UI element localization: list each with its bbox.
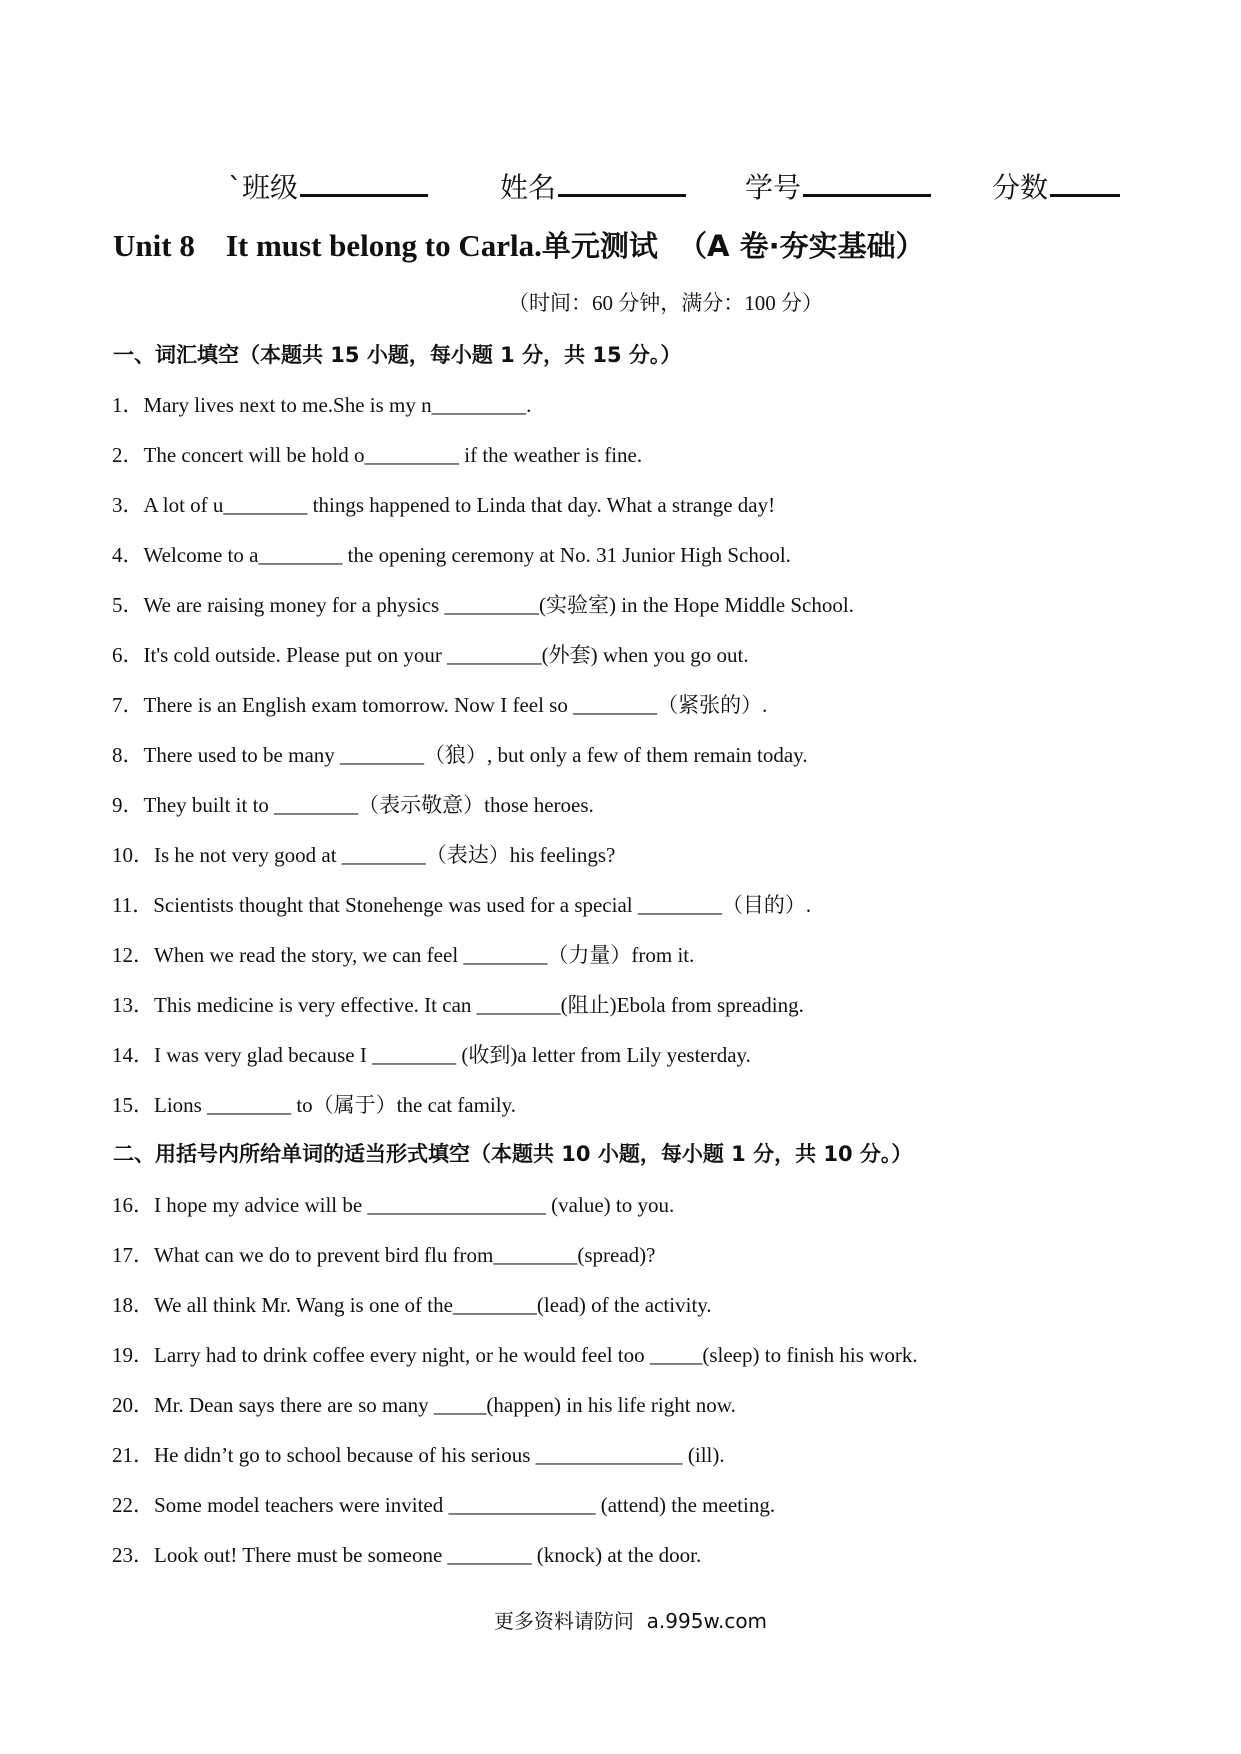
name-label: 姓名 (500, 171, 557, 204)
question-item: 18．We all think Mr. Wang is one of the________(lead) of the activity. (112, 1293, 712, 1317)
question-item: 2．The concert will be hold o_________ if the weather is fine. (112, 443, 643, 467)
class-label: `班级 (228, 171, 299, 204)
name-field (500, 162, 686, 210)
question-item: 21．He didn’t go to school because of his serious ______________ (ill). (112, 1443, 725, 1467)
exam-time-score-info: （时间：60 分钟，满分：100 分） (508, 291, 823, 315)
student-id-blank (803, 162, 931, 197)
student-id-label: 学号 (745, 171, 802, 204)
student-id-field (745, 162, 931, 210)
section-heading-word-forms: 二、用括号内所给单词的适当形式填空（本题共 10 小题，每小题 1 分，共 10 分。） (113, 1142, 913, 1166)
question-item: 23．Look out! There must be someone ________ (knock) at the door. (112, 1543, 702, 1567)
question-item: 4．Welcome to a________ the opening ceremony at No. 31 Junior High School. (112, 543, 791, 567)
footer-note: 更多资料请防问 a.995w.com (493, 1609, 768, 1633)
question-item: 3．A lot of u________ things happened to Linda that day. What a strange day! (112, 493, 776, 517)
question-item: 7．There is an English exam tomorrow. Now I feel so ________（紧张的）. (112, 693, 768, 717)
question-item: 1．Mary lives next to me.She is my n_________. (112, 393, 532, 417)
question-item: 12．When we read the story, we can feel ________（力量）from it. (112, 943, 695, 967)
question-item: 15．Lions ________ to（属于）the cat family. (112, 1093, 517, 1117)
question-item: 5．We are raising money for a physics _________(实验室) in the Hope Middle School. (112, 593, 854, 617)
question-item: 16．I hope my advice will be _________________ (value) to you. (112, 1193, 675, 1217)
question-item: 19．Larry had to drink coffee every night, or he would feel too _____(sleep) to finish his work. (112, 1343, 918, 1367)
student-info-fields (228, 162, 1128, 206)
question-item: 8．There used to be many ________（狼）, but only a few of them remain today. (112, 743, 808, 767)
question-item: 13．This medicine is very effective. It can ________(阻止)Ebola from spreading. (112, 993, 804, 1017)
question-item: 20．Mr. Dean says there are so many _____(happen) in his life right now. (112, 1393, 736, 1417)
question-item: 14．I was very glad because I ________ (收到)a letter from Lily yesterday. (112, 1043, 751, 1067)
class-blank (300, 162, 428, 197)
question-item: 17．What can we do to prevent bird flu from________(spread)? (112, 1243, 656, 1267)
score-blank (1050, 162, 1120, 197)
question-item: 22．Some model teachers were invited ______________ (attend) the meeting. (112, 1493, 776, 1517)
title-english: Unit 8 It must belong to Carla. (113, 228, 542, 263)
question-item: 10．Is he not very good at ________（表达）his feelings? (112, 843, 616, 867)
name-blank (558, 162, 686, 197)
question-item: 6．It's cold outside. Please put on your _________(外套) when you go out. (112, 643, 749, 667)
score-field (992, 162, 1120, 210)
section-heading-vocabulary: 一、词汇填空（本题共 15 小题，每小题 1 分，共 15 分。） (113, 343, 682, 367)
class-field (228, 162, 428, 210)
question-item: 11．Scientists thought that Stonehenge was used for a special ________（目的）. (112, 893, 812, 917)
title-chinese: 单元测试 （A 卷·夯实基础） (541, 229, 925, 263)
page-title (113, 224, 925, 268)
score-label: 分数 (992, 171, 1049, 204)
question-item: 9．They built it to ________（表示敬意）those heroes. (112, 793, 594, 817)
